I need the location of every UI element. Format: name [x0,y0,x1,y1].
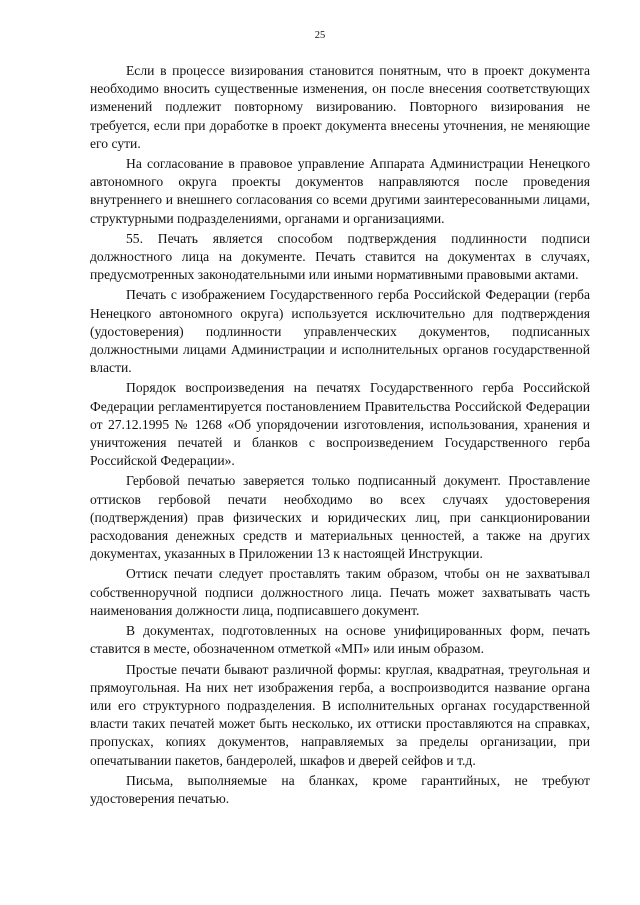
paragraph-official-seal-usage: Гербовой печатью заверяется только подписанный документ. Проставление оттисков гербовой печати необходимо во всех случаях удостоверения (подтверждения) прав физических и юридических лиц, при санкционировании расходования денежных средств и материальных ценностей, а также на других документах, указанных в Приложении 13 к настоящей Инструкции. [90,473,590,562]
paragraph-simple-seals: Простые печати бывают различной формы: круглая, квадратная, треугольная и прямоугольная. На них нет изображения герба, а воспроизводится название органа или его структурного подразделения. В исполнительных органах государственной власти таких печатей может быть несколько, их оттиски проставляются на справках, пропусках, копиях документов, направляемых за пределы организации, при опечатывании пакетов, бандеролей, шкафов и дверей сейфов и т.д. [90,661,590,768]
paragraph-revision-visa: Если в процессе визирования становится понятным, что в проект документа необходимо вносить существенные изменения, он после внесения соответствующих изменений подлежит повторному визированию. Повторного визирования не требуется, если при доработке в проект документа внесены уточнения, не меняющие его сути. [90,63,590,151]
paragraph-seal-placement: Оттиск печати следует проставлять таким образом, чтобы он не захватывал собственноручной подписи должностного лица. Печать может захватывать часть наименования должности лица, подписавшего документ. [90,566,590,618]
paragraph-legal-approval: На согласование в правовое управление Аппарата Администрации Ненецкого автономного округа проекты документов направляются после проведения внутреннего и внешнего согласования со всеми другими заинтересованными лицами, структурными подразделениями, органами и организациями. [90,156,590,226]
paragraph-unified-forms: В документах, подготовленных на основе унифицированных форм, печать ставится в месте, обозначенном отметкой «МП» или иным образом. [90,623,590,657]
paragraph-reproduction-procedure: Порядок воспроизведения на печатях Государственного герба Российской Федерации регламентируется постановлением Правительства Российской Федерации от 27.12.1995 № 1268 «Об упорядочении изготовления, использования, хранения и уничтожения печатей и бланков с воспроизведением Государственного герба Российской Федерации». [90,380,590,469]
paragraph-coat-of-arms-seal: Печать с изображением Государственного герба Российской Федерации (герба Ненецкого автономного округа) используется исключительно для подтверждения (удостоверения) подлинности управленческих документов, подписанных должностными лицами Администрации и исполнительных органов государственной власти. [90,287,590,376]
page-number: 25 [314,30,326,41]
document-body [90,62,590,810]
paragraph-letters-on-letterhead: Письма, выполняемые на бланках, кроме гарантийных, не требуют удостоверения печатью. [90,772,590,806]
paragraph-55-seal-definition: 55. Печать является способом подтверждения подлинности подписи должностного лица на документе. Печать ставится на документах в случаях, предусмотренных законодательными или иными нормативными правовыми актами. [90,230,590,283]
